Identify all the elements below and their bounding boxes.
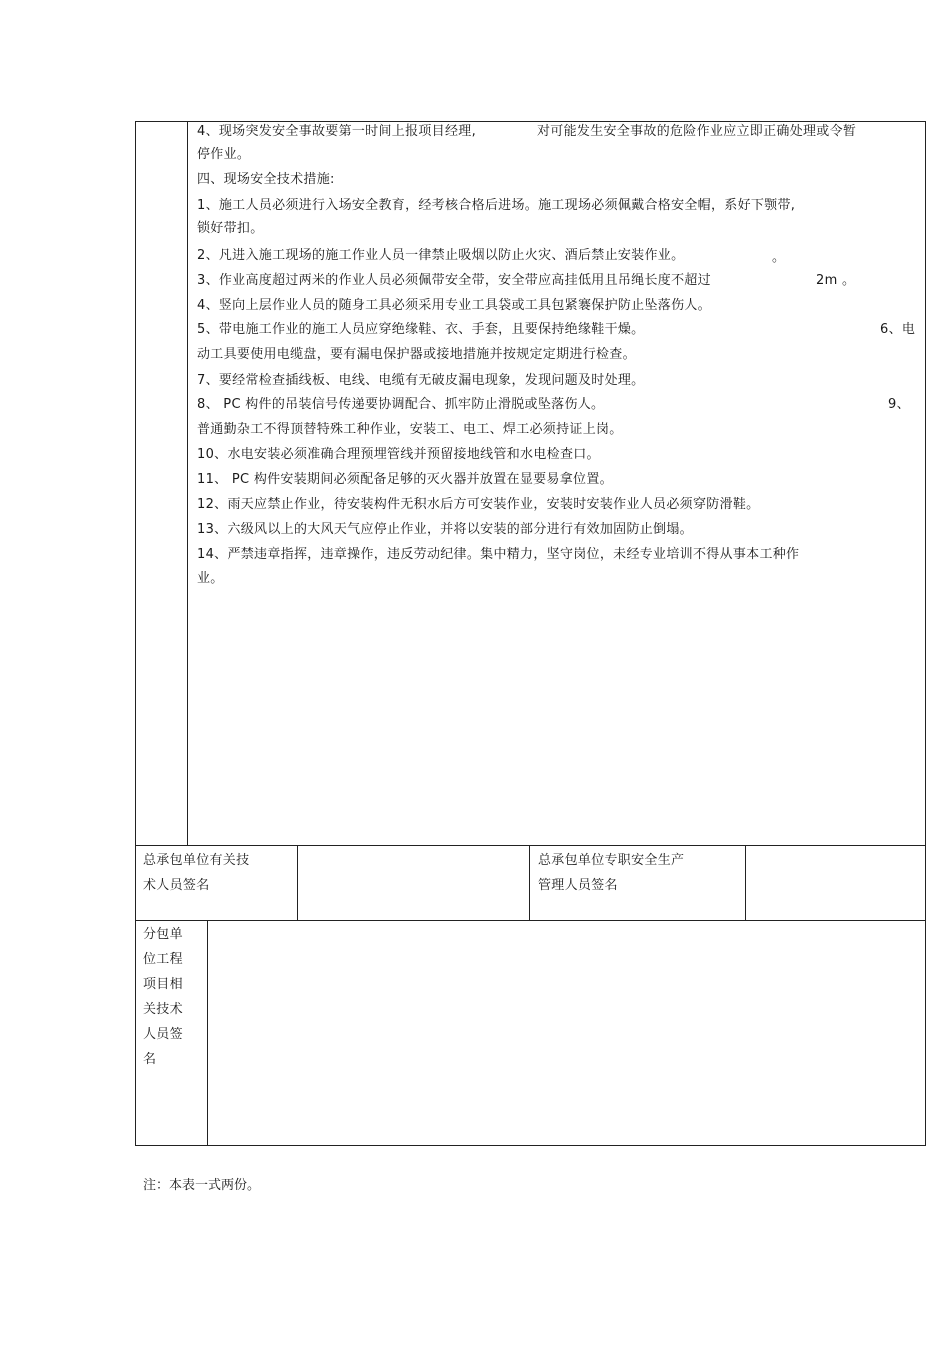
text-line: 3、作业高度超过两米的作业人员必须佩带安全带，安全带应高挂低用且吊绳长度不超过 [197, 273, 711, 288]
sub-tech-signature-label [143, 922, 183, 1072]
text-line: 10、水电安装必须准确合理预埋管线并预留接地线管和水电检查口。 [197, 447, 600, 462]
text-line: 7、要经常检查插线板、电线、电缆有无破皮漏电现象，发现问题及时处理。 [197, 373, 645, 388]
label-line: 项目相 [143, 977, 183, 992]
general-safety-signature-label [538, 848, 684, 898]
label-line: 管理人员签名 [538, 878, 618, 893]
text-line: 8、 PC 构件的吊装信号传递要协调配合、抓牢防止滑脱或坠落伤人。 [197, 397, 605, 412]
text-line: 14、严禁违章指挥，违章操作，违反劳动纪律。集中精力，坚守岗位，未经专业培训不得从事本工种作 [197, 547, 800, 562]
label-line: 分包单 [143, 927, 183, 942]
label-line: 位工程 [143, 952, 183, 967]
text-line: 动工具要使用电缆盘，要有漏电保护器或接地措施并按规定定期进行检查。 [197, 347, 636, 362]
label-line: 总承包单位专职安全生产 [538, 853, 685, 868]
text-line: 业。 [197, 571, 224, 586]
text-line: 2、凡进入施工现场的施工作业人员一律禁止吸烟以防止火灾、酒后禁止安装作业。 [197, 248, 685, 263]
label-line: 总承包单位有关技 [143, 853, 250, 868]
text-line: 4、现场突发安全事故要第一时间上报项目经理, [197, 124, 477, 139]
text-line: 2m 。 [816, 273, 856, 288]
signature-row-sub [135, 920, 926, 1146]
text-line: 5、带电施工作业的施工人员应穿绝缘鞋、衣、手套，且要保持绝缘鞋干燥。 [197, 322, 645, 337]
text-line: 4、竖向上层作业人员的随身工具必须采用专业工具袋或工具包紧褰保护防止坠落伤人。 [197, 298, 711, 313]
left-column-cell [135, 121, 188, 846]
text-line: 11、 PC 构件安装期间必须配备足够的灭火器并放置在显要易拿位置。 [197, 472, 613, 487]
label-line: 术人员签名 [143, 878, 210, 893]
text-line: 停作业。 [197, 147, 251, 162]
text-line: 对可能发生安全事故的危险作业应立即正确处理或令暂 [537, 124, 857, 139]
footnote: 注：本表一式两份。 [143, 1178, 261, 1193]
text-line: 1、施工人员必须进行入场安全教育，经考核合格后进场。施工现场必须佩戴合格安全帽，系好下颚带, [197, 198, 796, 213]
label-line: 人员签 [143, 1027, 183, 1042]
label-line: 关技术 [143, 1002, 183, 1017]
text-line: 。 [772, 250, 786, 265]
general-tech-signature-label [143, 848, 249, 898]
sig-cell-tech-value[interactable] [297, 845, 530, 921]
text-line: 9、 [888, 397, 910, 412]
text-line: 锁好带扣。 [197, 221, 264, 236]
text-line: 普通勤杂工不得顶替特殊工种作业，安装工、电工、焊工必须持证上岗。 [197, 422, 623, 437]
text-line: 6、电 [880, 322, 916, 337]
section-heading: 四、现场安全技术措施: [197, 172, 335, 187]
text-line: 13、六级风以上的大风天气应停止作业，并将以安装的部分进行有效加固防止倒塌。 [197, 522, 693, 537]
label-line: 名 [143, 1052, 157, 1067]
text-line: 12、雨天应禁止作业，待安装构件无积水后方可安装作业，安装时安装作业人员必须穿防滑鞋。 [197, 497, 760, 512]
